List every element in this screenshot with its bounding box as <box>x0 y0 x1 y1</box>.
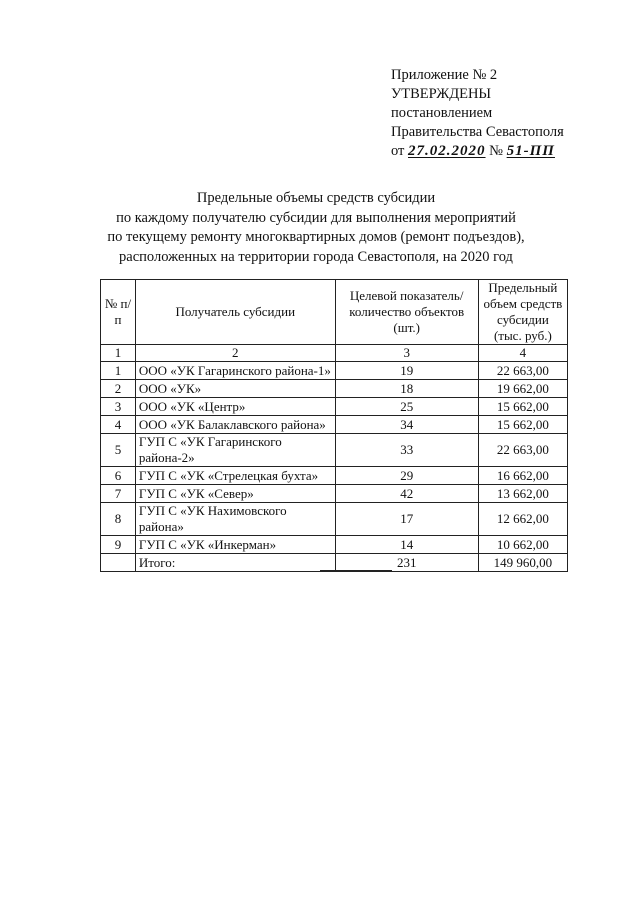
resolution-date-line <box>391 142 564 161</box>
date-prefix: от <box>391 143 405 159</box>
handwritten-date: 27.02.2020 <box>408 143 486 159</box>
column-number: 4 <box>478 345 567 362</box>
target-count-cell: 17 <box>335 503 478 536</box>
column-number: 3 <box>335 345 478 362</box>
target-count-cell: 34 <box>335 416 478 434</box>
row-number-cell: 1 <box>101 362 136 380</box>
recipient-cell: ГУП С «УК «Стрелецкая бухта» <box>135 467 335 485</box>
target-count-cell: 29 <box>335 467 478 485</box>
row-number-cell: 8 <box>101 503 136 536</box>
recipient-cell: ООО «УК Балаклавского района» <box>135 416 335 434</box>
total-sum: 149 960,00 <box>478 554 567 572</box>
subsidy-amount-cell: 13 662,00 <box>478 485 567 503</box>
recipient-cell: ГУП С «УК «Север» <box>135 485 335 503</box>
target-count-cell: 14 <box>335 536 478 554</box>
row-number-cell: 3 <box>101 398 136 416</box>
title-line-2: по каждому получателю субсидии для выполнения мероприятий <box>116 209 516 226</box>
target-count-cell: 33 <box>335 434 478 467</box>
table-row <box>101 503 568 536</box>
total-empty-cell <box>101 554 136 572</box>
title-line-3: по текущему ремонту многоквартирных домов (ремонт подъездов), <box>107 229 525 245</box>
header-number: № п/п <box>101 280 136 345</box>
row-number-cell: 9 <box>101 536 136 554</box>
subsidy-amount-cell: 15 662,00 <box>478 398 567 416</box>
table-row <box>101 416 568 434</box>
target-count-cell: 18 <box>335 380 478 398</box>
appendix-label: Приложение № 2 <box>391 67 498 83</box>
number-prefix: № <box>489 143 503 159</box>
table-row <box>101 536 568 554</box>
header-target-count: Целевой показатель/количество объектов (шт.) <box>335 280 478 345</box>
row-number-cell: 5 <box>101 434 136 467</box>
subsidy-amount-cell: 12 662,00 <box>478 503 567 536</box>
handwritten-number: 51-ПП <box>506 143 555 159</box>
government-label: Правительства Севастополя <box>391 124 564 140</box>
table-row <box>101 467 568 485</box>
approval-block <box>391 66 564 161</box>
table-row <box>101 434 568 467</box>
table-body <box>101 362 568 554</box>
subsidy-table <box>100 279 568 572</box>
column-number-row <box>101 345 568 362</box>
column-number: 2 <box>135 345 335 362</box>
total-label: Итого: <box>135 554 335 572</box>
table-row <box>101 380 568 398</box>
document-title <box>0 189 632 267</box>
table-row <box>101 485 568 503</box>
row-number-cell: 2 <box>101 380 136 398</box>
subsidy-amount-cell: 15 662,00 <box>478 416 567 434</box>
recipient-cell: ООО «УК «Центр» <box>135 398 335 416</box>
table-header-row <box>101 280 568 345</box>
column-number: 1 <box>101 345 136 362</box>
title-line-1: Предельные объемы средств субсидии <box>196 190 436 206</box>
target-count-cell: 25 <box>335 398 478 416</box>
recipient-cell: ГУП С «УК Нахимовского района» <box>135 503 335 536</box>
subsidy-amount-cell: 19 662,00 <box>478 380 567 398</box>
row-number-cell: 7 <box>101 485 136 503</box>
header-recipient: Получатель субсидии <box>135 280 335 345</box>
recipient-cell: ГУП С «УК «Инкерман» <box>135 536 335 554</box>
subsidy-amount-cell: 22 663,00 <box>478 362 567 380</box>
row-number-cell: 6 <box>101 467 136 485</box>
subsidy-amount-cell: 22 663,00 <box>478 434 567 467</box>
table-row <box>101 362 568 380</box>
approved-label: УТВЕРЖДЕНЫ <box>391 86 492 102</box>
title-line-4: расположенных на территории города Севастополя, на 2020 год <box>119 248 513 265</box>
row-number-cell: 4 <box>101 416 136 434</box>
target-count-cell: 19 <box>335 362 478 380</box>
recipient-cell: ООО «УК Гагаринского района-1» <box>135 362 335 380</box>
subsidy-amount-cell: 10 662,00 <box>478 536 567 554</box>
target-count-cell: 42 <box>335 485 478 503</box>
end-separator-line <box>320 570 392 571</box>
subsidy-amount-cell: 16 662,00 <box>478 467 567 485</box>
recipient-cell: ГУП С «УК Гагаринского района-2» <box>135 434 335 467</box>
table-row <box>101 398 568 416</box>
resolution-label: постановлением <box>391 105 493 121</box>
header-subsidy-amount: Предельный объем средств субсидии (тыс. руб.) <box>478 280 567 345</box>
recipient-cell: ООО «УК» <box>135 380 335 398</box>
total-count: 231 <box>335 554 478 572</box>
total-row <box>101 554 568 572</box>
